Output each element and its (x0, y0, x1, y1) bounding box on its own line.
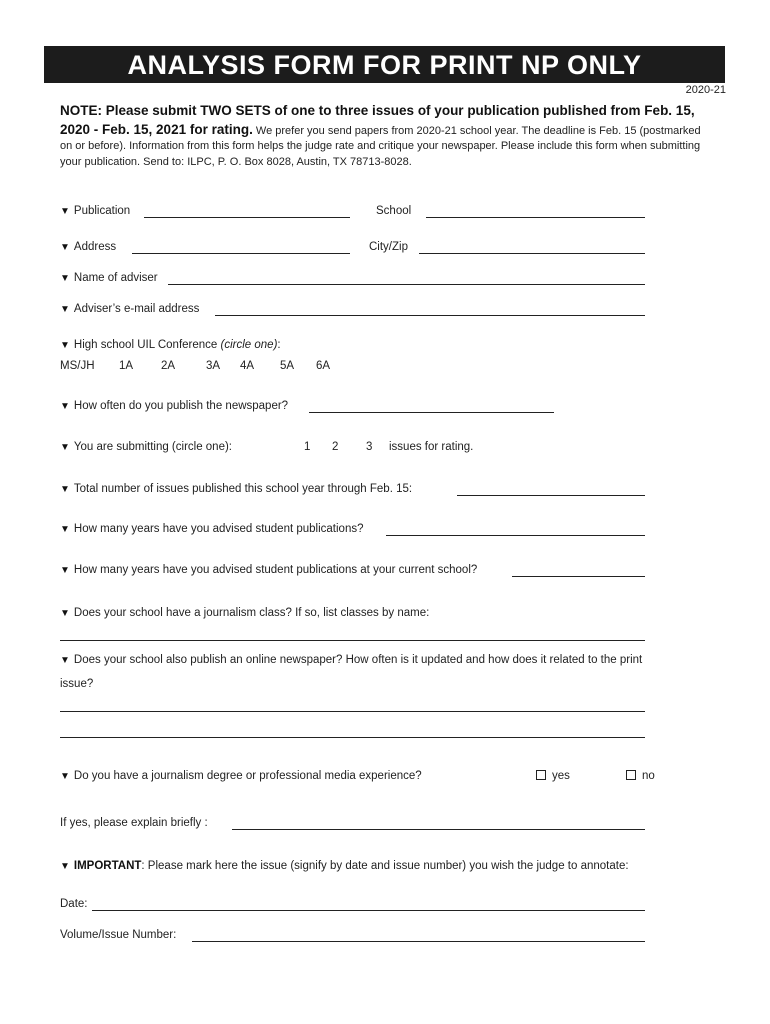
triangle-down-icon: ▼ (60, 861, 70, 872)
years-current-label: How many years have you advised student publications at your current school? (73, 564, 478, 576)
conference-options (0, 360, 770, 376)
journalism-class-label: Does your school have a journalism class? If so, list classes by name: (73, 607, 430, 619)
yes-label: yes (552, 770, 570, 782)
triangle-down-icon: ▼ (60, 401, 70, 412)
publish-frequency-label: How often do you publish the newspaper? (73, 400, 289, 412)
important-row (60, 860, 629, 872)
degree-label: Do you have a journalism degree or professional media experience? (73, 770, 422, 782)
total-issues-field[interactable] (457, 495, 645, 496)
triangle-down-icon: ▼ (60, 273, 70, 284)
years-current-field[interactable] (512, 576, 645, 577)
checkbox-icon[interactable] (536, 770, 546, 780)
online-newspaper-row (60, 654, 642, 666)
date-field[interactable] (92, 910, 645, 911)
city-zip-field[interactable] (419, 253, 645, 254)
conference-row (60, 339, 281, 351)
online-newspaper-field-2[interactable] (60, 737, 645, 738)
years-advised-field[interactable] (386, 535, 645, 536)
no-label: no (642, 770, 655, 782)
triangle-down-icon: ▼ (60, 524, 70, 535)
issue-count-options (0, 441, 770, 457)
address-field[interactable] (132, 253, 350, 254)
conference-colon: : (277, 339, 281, 351)
publication-label-row (60, 205, 130, 217)
title-bar (44, 46, 725, 83)
conference-option[interactable]: MS/JH (60, 360, 95, 372)
total-issues-row (60, 483, 412, 495)
page-title: ANALYSIS FORM FOR PRINT NP ONLY (127, 50, 642, 80)
address-label-row (60, 241, 116, 253)
years-advised-label: How many years have you advised student publications? (73, 523, 364, 535)
city-zip-label: City/Zip (369, 241, 408, 253)
triangle-down-icon: ▼ (60, 484, 70, 495)
publish-frequency-row (60, 400, 288, 412)
triangle-down-icon: ▼ (60, 565, 70, 576)
conference-hint: (circle one) (220, 339, 278, 351)
years-current-row (60, 564, 477, 576)
triangle-down-icon: ▼ (60, 608, 70, 619)
issue-count-option[interactable]: 3 (366, 441, 373, 453)
adviser-email-row (60, 303, 199, 315)
degree-row (60, 770, 422, 782)
adviser-email-field[interactable] (215, 315, 645, 316)
conference-option[interactable]: 6A (316, 360, 331, 372)
conference-option[interactable]: 5A (280, 360, 295, 372)
conference-option[interactable]: 3A (206, 360, 221, 372)
adviser-name-field[interactable] (168, 284, 645, 285)
triangle-down-icon: ▼ (60, 242, 70, 253)
triangle-down-icon: ▼ (60, 442, 70, 453)
date-label: Date: (60, 898, 88, 910)
journalism-class-row (60, 607, 429, 619)
explain-label: If yes, please explain briefly : (60, 817, 208, 829)
triangle-down-icon: ▼ (60, 340, 70, 351)
years-advised-row (60, 523, 364, 535)
instructions-note (60, 102, 710, 170)
triangle-down-icon: ▼ (60, 655, 70, 666)
triangle-down-icon: ▼ (60, 771, 70, 782)
online-newspaper-field-1[interactable] (60, 711, 645, 712)
total-issues-label: Total number of issues published this school year through Feb. 15: (73, 483, 413, 495)
important-text: : Please mark here the issue (signify by date and issue number) you wish the judge to annotate: (141, 860, 629, 872)
checkbox-icon[interactable] (626, 770, 636, 780)
conference-option[interactable]: 1A (119, 360, 134, 372)
adviser-email-label: Adviser’s e-mail address (73, 303, 200, 315)
conference-label: High school UIL Conference (73, 339, 221, 351)
note-emphasis: NOTE: Please submit TWO SETS of one to three issues of your publication published from Feb. 15, 2020 - Feb. 15, 2021 for rating. (60, 103, 695, 137)
submitting-label: You are submitting (circle one): (73, 441, 233, 453)
triangle-down-icon: ▼ (60, 206, 70, 217)
conference-option[interactable]: 2A (161, 360, 176, 372)
address-label: Address (73, 241, 117, 253)
volume-field[interactable] (192, 941, 645, 942)
note-body: We prefer you send papers from 2020-21 school year. The deadline is Feb. 15 (postmarked on or before). Information from this form helps the judge rate and critique your newspaper. Please include this form when submitting your publication. Send to: ILPC, P. O. Box 8028, Austin, TX 78713-8028. (60, 124, 701, 168)
school-label: School (376, 205, 412, 217)
issue-count-option[interactable]: 2 (332, 441, 339, 453)
explain-field[interactable] (232, 829, 645, 830)
volume-label: Volume/Issue Number: (60, 929, 177, 941)
school-year: 2020-21 (685, 84, 726, 96)
adviser-name-label: Name of adviser (73, 272, 158, 284)
triangle-down-icon: ▼ (60, 304, 70, 315)
issue-count-option[interactable]: 1 (304, 441, 311, 453)
important-label: IMPORTANT (73, 860, 142, 872)
publication-label: Publication (73, 205, 131, 217)
school-field[interactable] (426, 217, 645, 218)
conference-option[interactable]: 4A (240, 360, 255, 372)
issues-for-rating-label: issues for rating. (389, 441, 474, 453)
online-newspaper-label-cont: issue? (60, 678, 94, 690)
publication-field[interactable] (144, 217, 350, 218)
online-newspaper-label: Does your school also publish an online newspaper? How often is it updated and how does it related to the print (73, 654, 643, 666)
adviser-name-row (60, 272, 158, 284)
no-option[interactable] (626, 770, 655, 782)
publish-frequency-field[interactable] (309, 412, 554, 413)
yes-option[interactable] (536, 770, 570, 782)
journalism-class-field[interactable] (60, 640, 645, 641)
